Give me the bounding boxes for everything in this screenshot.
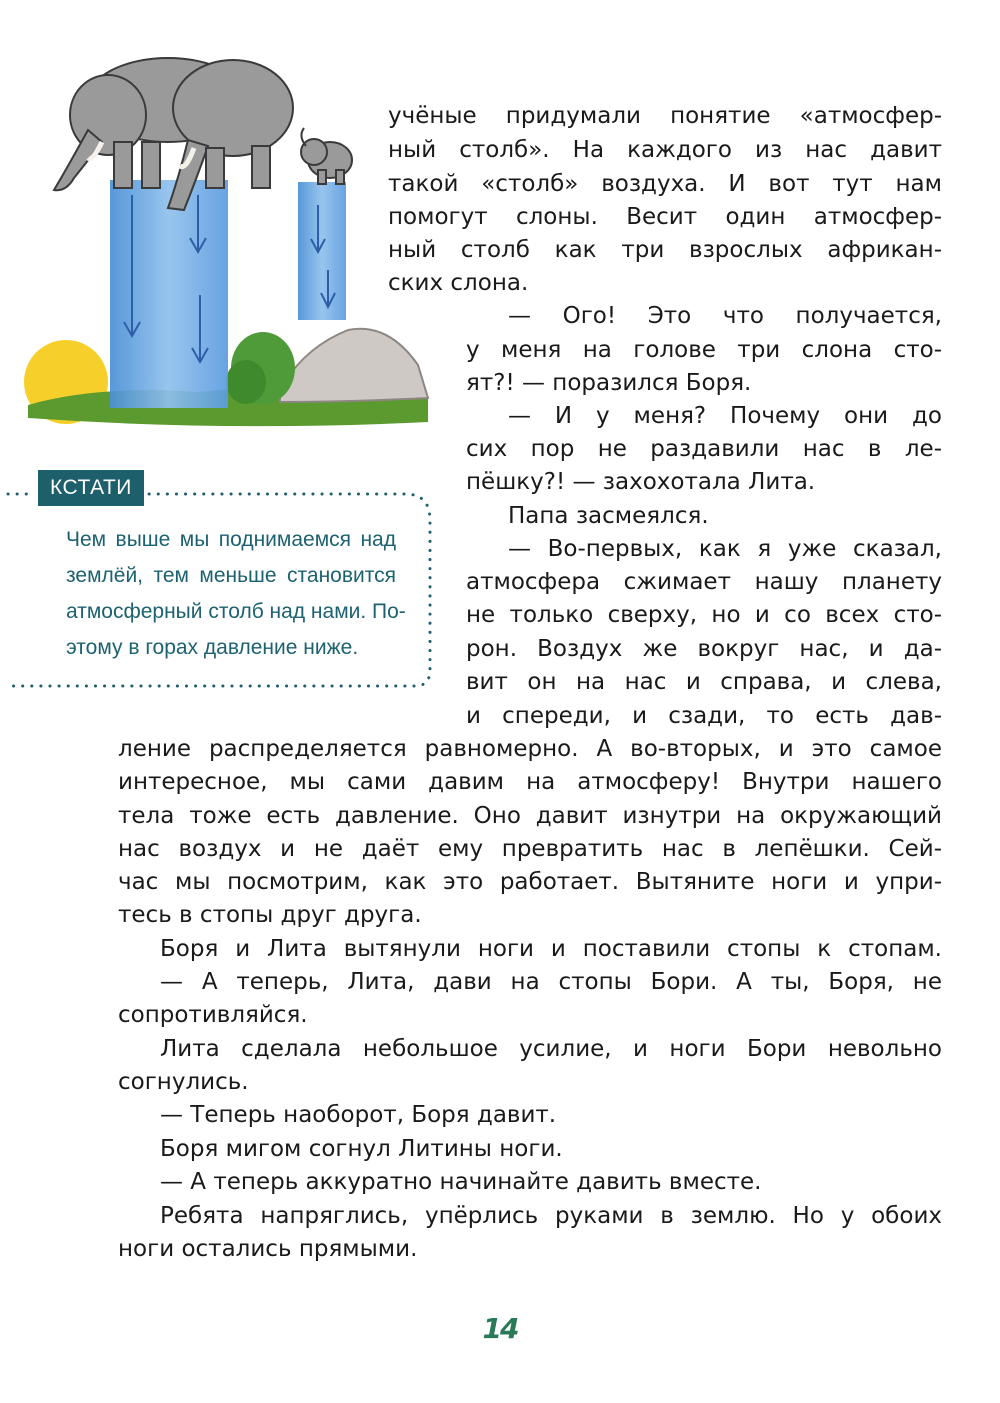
body-line: Лита сделала небольшое усилие, и ноги Бори невольно bbox=[160, 1036, 942, 1062]
sidebar-line: Чем выше мы поднимаемся над bbox=[66, 528, 396, 551]
body-line: Боря и Лита вытянули ноги и поставили стопы к стопам. bbox=[160, 936, 942, 962]
body-line: у меня на голове три слона сто- bbox=[466, 337, 942, 363]
body-line: ление распределяется равномерно. А во-вторых, и это самое bbox=[118, 736, 942, 762]
body-line: час мы посмотрим, как это работает. Вытяните ноги и упри- bbox=[118, 869, 942, 895]
body-line: рон. Воздух же вокруг нас, и да- bbox=[466, 636, 942, 662]
body-line: интересное, мы сами давим на атмосферу! Внутри нашего bbox=[118, 769, 942, 795]
fact-sidebar bbox=[0, 470, 440, 695]
body-line: — Теперь наоборот, Боря давит. bbox=[160, 1102, 557, 1128]
body-line: согнулись. bbox=[118, 1069, 249, 1095]
body-line: — Во-первых, как я уже сказал, bbox=[508, 536, 942, 562]
elephants-on-air-columns-illustration bbox=[18, 30, 438, 430]
body-line: помогут слоны. Весит один атмосфер- bbox=[388, 204, 942, 230]
body-line: Боря мигом согнул Литины ноги. bbox=[160, 1136, 563, 1162]
body-line: пёшку?! — захохотала Лита. bbox=[466, 469, 816, 495]
body-line: Папа засмеялся. bbox=[508, 503, 709, 529]
body-line: нас воздух и не даёт ему превратить нас в лепёшки. Сей- bbox=[118, 836, 942, 862]
page-number: 14 bbox=[482, 1312, 518, 1345]
body-line: Ребята напряглись, упёрлись руками в землю. Но у обоих bbox=[160, 1203, 942, 1229]
body-line: тесь в стопы друг друга. bbox=[118, 902, 422, 928]
body-line: атмосфера сжимает нашу планету bbox=[466, 569, 942, 595]
body-line: — Ого! Это что получается, bbox=[508, 303, 942, 329]
body-line: и спереди, и сзади, то есть дав- bbox=[466, 703, 942, 729]
body-line: ноги остались прямыми. bbox=[118, 1236, 418, 1262]
body-line: ских слона. bbox=[388, 270, 529, 296]
sidebar-label: КСТАТИ bbox=[38, 470, 144, 506]
body-line: ный столб». На каждого из нас давит bbox=[388, 137, 942, 163]
body-line: ят?! — поразился Боря. bbox=[466, 370, 752, 396]
body-line: — И у меня? Почему они до bbox=[508, 403, 942, 429]
body-line: тела тоже есть давление. Оно давит изнутри на окружающий bbox=[118, 803, 942, 829]
body-line: учёные придумали понятие «атмосфер- bbox=[388, 103, 942, 129]
body-line: ный столб как три взрослых африкан- bbox=[388, 237, 942, 263]
body-line: такой «столб» воздуха. И вот тут нам bbox=[388, 171, 942, 197]
body-line: вит он на нас и справа, и слева, bbox=[466, 669, 942, 695]
sidebar-line: землёй, тем меньше становится bbox=[66, 564, 396, 587]
body-line: — А теперь аккуратно начинайте давить вместе. bbox=[160, 1169, 762, 1195]
sidebar-line: этому в горах давление ниже. bbox=[66, 636, 359, 659]
sidebar-line: атмосферный столб над нами. По- bbox=[66, 600, 406, 623]
body-line: сих пор не раздавили нас в ле- bbox=[466, 436, 942, 462]
body-line: сопротивляйся. bbox=[118, 1002, 308, 1028]
body-line: не только сверху, но и со всех сто- bbox=[466, 602, 942, 628]
body-line: — А теперь, Лита, дави на стопы Бори. А ты, Боря, не bbox=[160, 969, 942, 995]
